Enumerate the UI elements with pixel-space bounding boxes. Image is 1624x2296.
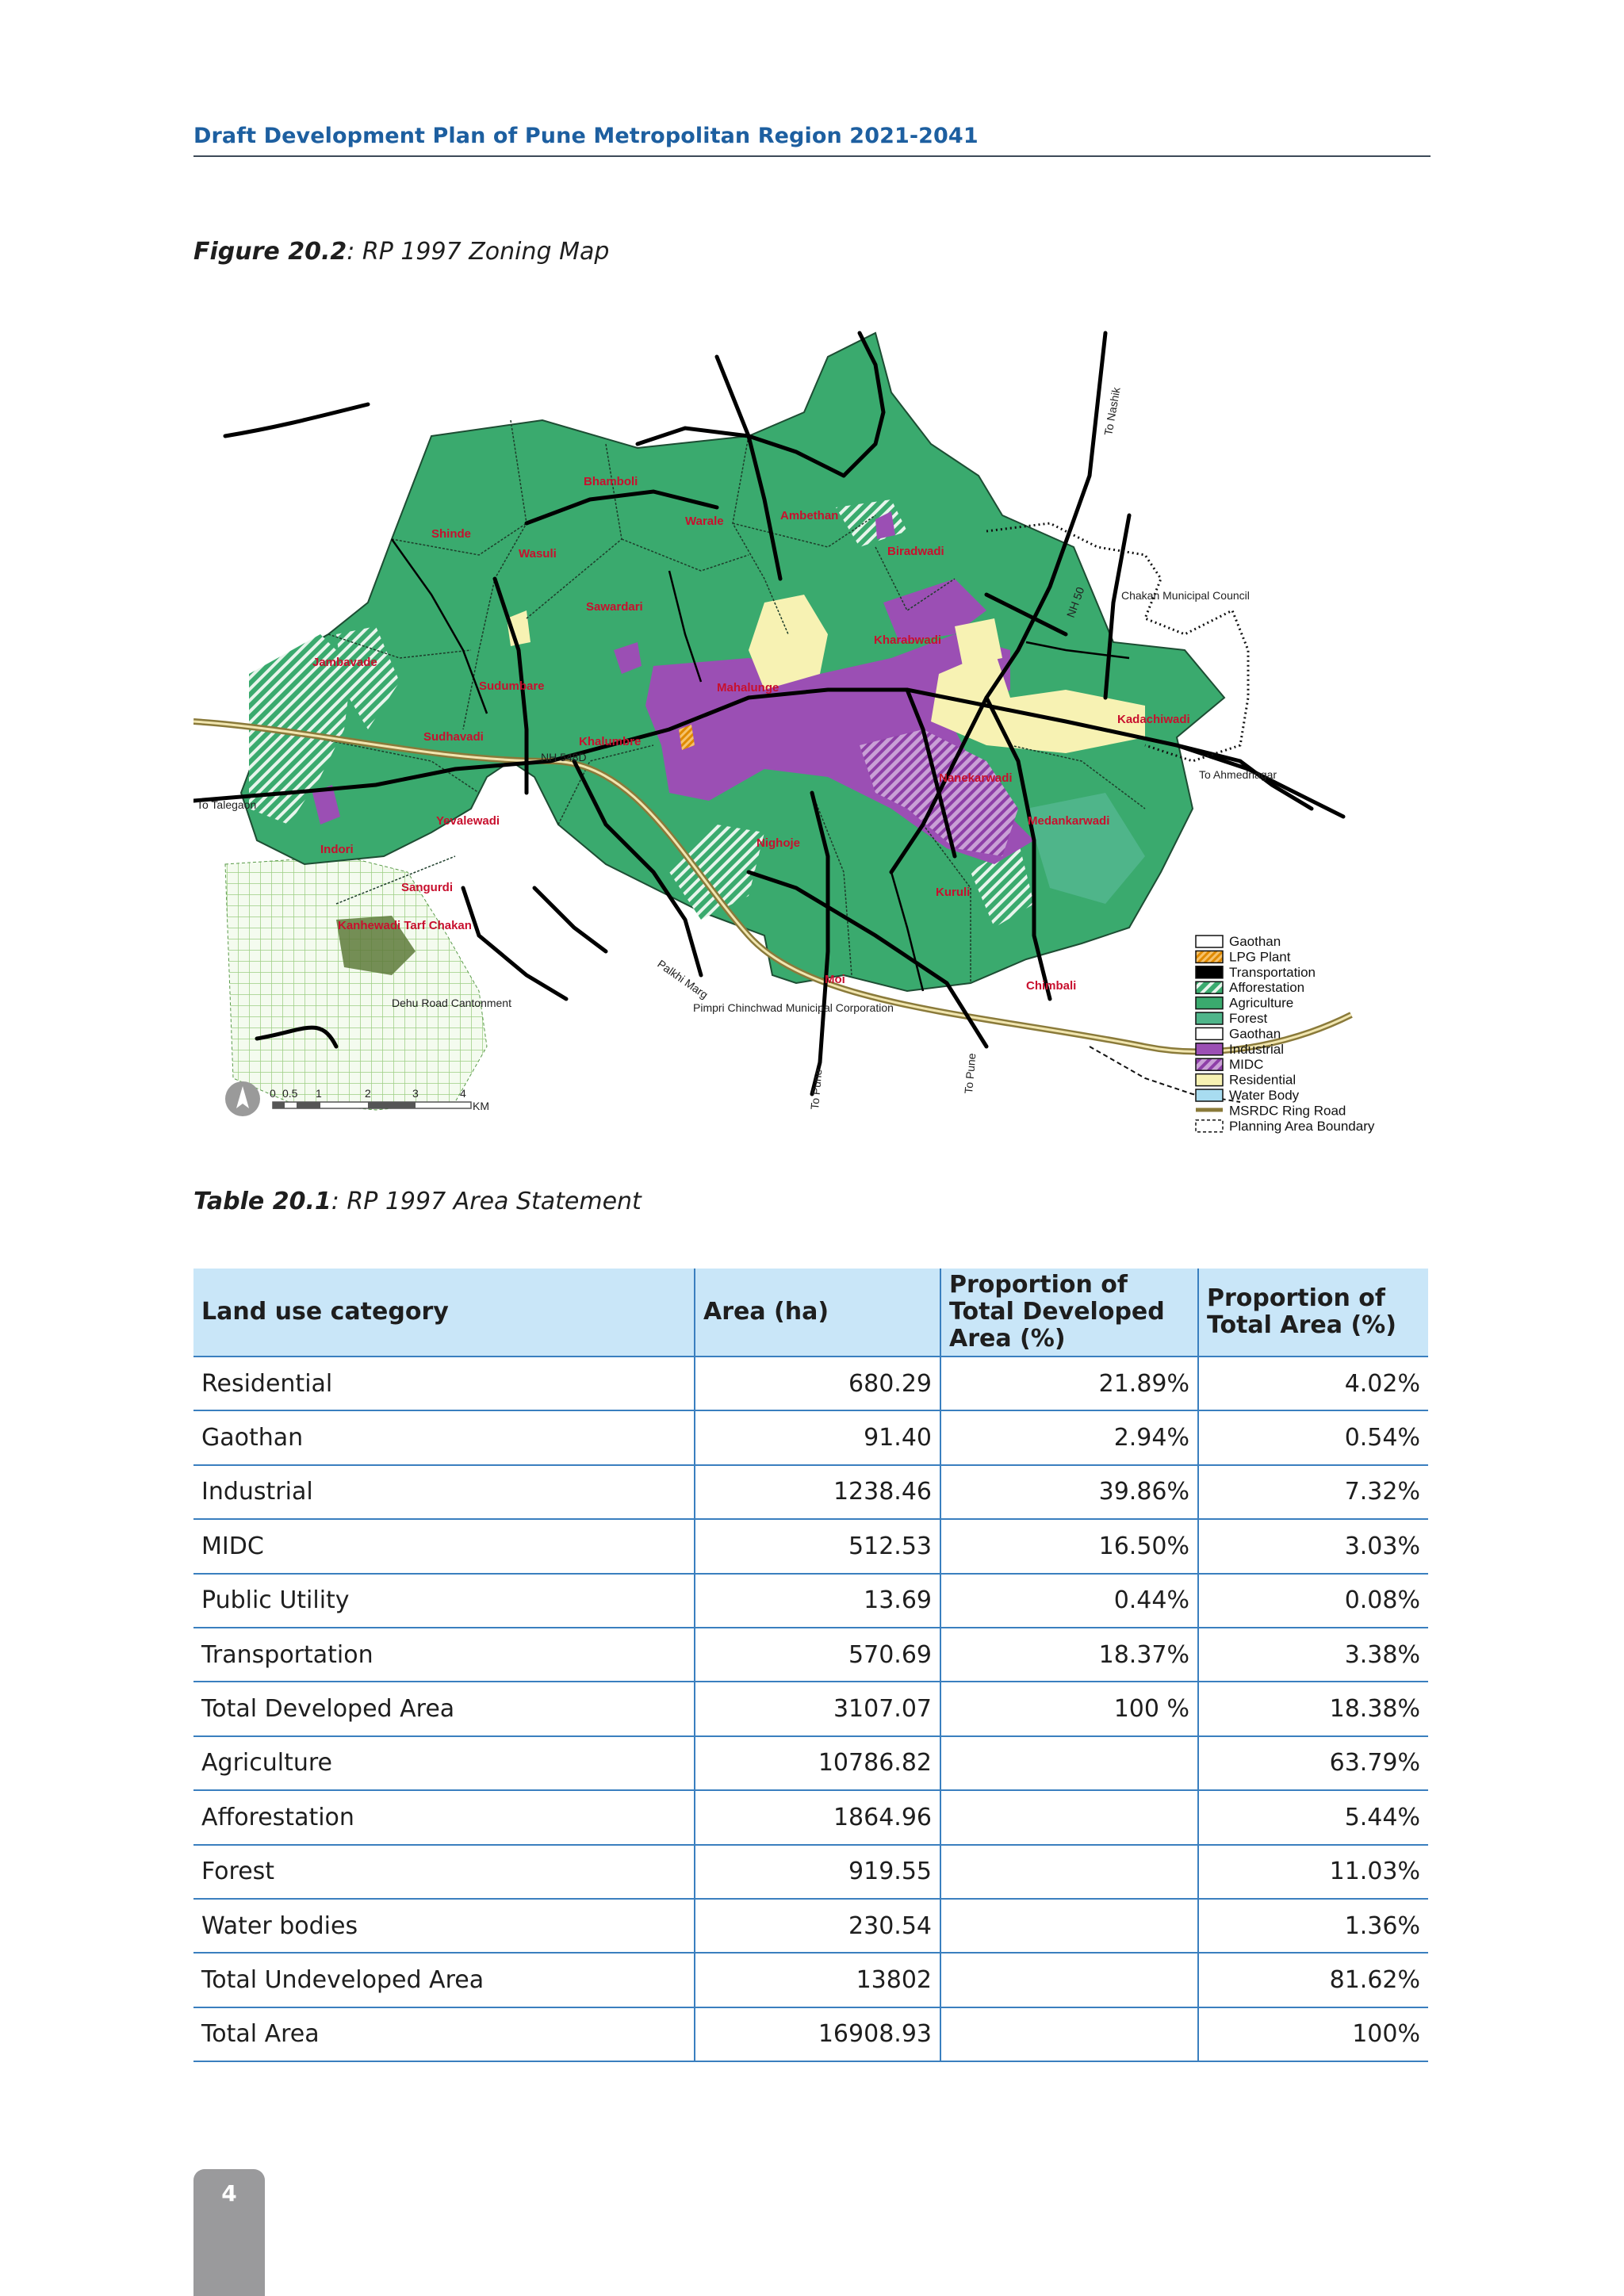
legend-item: [1196, 965, 1316, 980]
cell-land-use: Public Utility: [193, 1574, 695, 1628]
cell-area: 16908.93: [695, 2007, 940, 2061]
village-label: Chimbali: [1026, 979, 1077, 993]
village-label: Medankarwadi: [1028, 814, 1110, 828]
table-row: [193, 1682, 1428, 1735]
cell-land-use: Agriculture: [193, 1736, 695, 1790]
area-statement-table: [193, 1269, 1428, 2062]
cell-land-use: Total Undeveloped Area: [193, 1953, 695, 2007]
cell-prop-developed: 18.37%: [940, 1628, 1198, 1682]
cell-land-use: Gaothan: [193, 1410, 695, 1464]
to-pune-note-1: To Pune: [808, 1068, 825, 1111]
column-header-area: Area (ha): [695, 1269, 940, 1357]
legend-swatch: [1196, 1108, 1223, 1112]
palkhi-marg-note: Palkhi Marg: [655, 957, 711, 1001]
village-label: Jambavade: [312, 656, 377, 669]
legend-swatch: [1196, 997, 1223, 1009]
legend-item: [1196, 1119, 1375, 1134]
cell-prop-developed: [940, 1899, 1198, 1953]
header-divider: [193, 155, 1431, 157]
cantonment-area: [225, 856, 487, 1110]
legend-swatch: [1196, 936, 1223, 947]
table-row: [193, 1519, 1428, 1573]
legend-swatch: [1196, 1043, 1223, 1055]
to-nashik-note: To Nashik: [1101, 386, 1123, 437]
legend-item: [1196, 949, 1291, 964]
village-label: Sudhavadi: [423, 730, 484, 744]
legend-swatch: [1196, 1089, 1223, 1101]
figure-number: Figure 20.2: [193, 238, 347, 266]
legend-label: Industrial: [1229, 1041, 1284, 1057]
village-label: Khalumbre: [579, 735, 642, 748]
table-number: Table 20.1: [193, 1188, 331, 1215]
to-ahmednagar-note: To Ahmednagar: [1199, 768, 1277, 781]
table-row: [193, 1845, 1428, 1899]
nh548d-note: NH 548D: [541, 751, 587, 763]
legend-swatch: [1196, 1058, 1223, 1070]
cell-prop-developed: 100 %: [940, 1682, 1198, 1735]
village-label: Bhamboli: [584, 475, 638, 488]
legend-label: MIDC: [1229, 1057, 1264, 1073]
cell-prop-developed: 2.94%: [940, 1410, 1198, 1464]
legend-swatch: [1196, 966, 1223, 978]
table-row: [193, 1574, 1428, 1628]
cell-prop-developed: 39.86%: [940, 1465, 1198, 1519]
table-row: [193, 1899, 1428, 1953]
table-title: : RP 1997 Area Statement: [331, 1188, 642, 1215]
page-number: 4: [221, 2180, 237, 2206]
cell-area: 10786.82: [695, 1736, 940, 1790]
table-caption: [193, 1188, 642, 1215]
table-row: [193, 1953, 1428, 2007]
cell-area: 570.69: [695, 1628, 940, 1682]
to-pune-note-2: To Pune: [962, 1052, 979, 1095]
village-label: Warale: [685, 515, 724, 528]
cell-area: 230.54: [695, 1899, 940, 1953]
legend-item: [1196, 996, 1293, 1011]
cell-prop-developed: 0.44%: [940, 1574, 1198, 1628]
table-row: [193, 1628, 1428, 1682]
cell-land-use: Total Developed Area: [193, 1682, 695, 1735]
cell-prop-total: 63.79%: [1198, 1736, 1428, 1790]
cell-prop-total: 4.02%: [1198, 1357, 1428, 1410]
table-row: [193, 1790, 1428, 1844]
legend-swatch: [1196, 982, 1223, 993]
legend-label: Forest: [1229, 1011, 1268, 1026]
figure-caption: [193, 238, 609, 266]
cell-area: 3107.07: [695, 1682, 940, 1735]
village-label: Wasuli: [519, 547, 557, 561]
cell-prop-developed: [940, 2007, 1198, 2061]
cell-prop-total: 5.44%: [1198, 1790, 1428, 1844]
column-header-prop-developed: Proportion of Total Developed Area (%): [940, 1269, 1198, 1357]
village-label: Kuruli: [936, 886, 971, 899]
legend-label: Agriculture: [1229, 995, 1294, 1011]
cell-prop-developed: 16.50%: [940, 1519, 1198, 1573]
table-header-row: [193, 1269, 1428, 1357]
cell-prop-developed: [940, 1790, 1198, 1844]
cell-land-use: Afforestation: [193, 1790, 695, 1844]
legend-label: Gaothan: [1229, 934, 1281, 949]
legend-item: [1196, 1088, 1300, 1103]
legend-label: Water Body: [1229, 1088, 1300, 1103]
legend-label: Gaothan: [1229, 1026, 1281, 1042]
cell-prop-developed: [940, 1736, 1198, 1790]
legend-label: MSRDC Ring Road: [1229, 1103, 1346, 1119]
scale-tick-label: 3: [412, 1087, 419, 1100]
cell-land-use: Total Area: [193, 2007, 695, 2061]
cell-land-use: Water bodies: [193, 1899, 695, 1953]
to-talegaon-note: To Talegaon: [197, 798, 257, 811]
scale-tick-label: 1: [316, 1087, 322, 1100]
scale-tick-label: 2: [365, 1087, 371, 1100]
legend-item: [1196, 980, 1304, 995]
village-label: Indori: [320, 843, 354, 856]
legend-item: [1196, 1042, 1284, 1057]
table-row: [193, 2007, 1428, 2061]
legend-swatch: [1196, 1074, 1223, 1086]
nh50-note: NH 50: [1063, 585, 1087, 620]
table-row: [193, 1357, 1428, 1410]
table-row: [193, 1465, 1428, 1519]
village-label: Biradwadi: [887, 545, 944, 558]
cell-land-use: Forest: [193, 1845, 695, 1899]
legend-item: [1196, 1057, 1263, 1072]
scale-tick-label: 0: [270, 1087, 276, 1100]
cell-area: 512.53: [695, 1519, 940, 1573]
scale-unit-label: KM: [473, 1100, 489, 1112]
legend-label: Transportation: [1229, 964, 1316, 980]
cell-area: 13.69: [695, 1574, 940, 1628]
page-number-tab: [193, 2169, 265, 2296]
residential-zone-3: [955, 618, 1002, 666]
cell-prop-developed: [940, 1953, 1198, 2007]
cell-area: 13802: [695, 1953, 940, 2007]
cell-prop-total: 100%: [1198, 2007, 1428, 2061]
village-label: Yevalewadi: [436, 814, 500, 828]
village-label: Moi: [825, 973, 845, 986]
zoning-map-svg: [193, 317, 1411, 1134]
legend-item: [1196, 1103, 1346, 1118]
document-header-title: Draft Development Plan of Pune Metropolitan Region 2021-2041: [193, 124, 979, 148]
cell-prop-total: 18.38%: [1198, 1682, 1428, 1735]
cell-land-use: Residential: [193, 1357, 695, 1410]
legend-label: Planning Area Boundary: [1229, 1118, 1375, 1134]
cell-land-use: MIDC: [193, 1519, 695, 1573]
chakan-council-note: Chakan Municipal Council: [1121, 589, 1250, 602]
dehu-cantonment-note: Dehu Road Cantonment: [392, 997, 511, 1009]
table-body: [193, 1357, 1428, 2061]
legend-label: Residential: [1229, 1072, 1297, 1088]
column-header-land-use: Land use category: [193, 1269, 695, 1357]
cell-prop-total: 0.54%: [1198, 1410, 1428, 1464]
scale-tick-label: 4: [460, 1087, 466, 1100]
village-label: Shinde: [431, 527, 472, 541]
village-label: Nighoje: [756, 836, 800, 850]
zoning-map: [193, 317, 1411, 1134]
cell-prop-developed: 21.89%: [940, 1357, 1198, 1410]
cell-prop-total: 3.38%: [1198, 1628, 1428, 1682]
column-header-prop-total: Proportion of Total Area (%): [1198, 1269, 1428, 1357]
table-row: [193, 1736, 1428, 1790]
legend-item: [1196, 1011, 1267, 1026]
village-label: Sawardari: [586, 600, 643, 614]
scale-tick-label: 0.5: [282, 1087, 298, 1100]
legend-swatch: [1196, 1012, 1223, 1024]
cell-prop-total: 0.08%: [1198, 1574, 1428, 1628]
legend-item: [1196, 1073, 1296, 1088]
legend-item: [1196, 934, 1281, 949]
cell-prop-total: 11.03%: [1198, 1845, 1428, 1899]
village-label: Sangurdi: [401, 881, 454, 894]
legend-item: [1196, 1026, 1281, 1041]
village-label: Kharabwadi: [874, 633, 942, 647]
map-legend: [1196, 934, 1375, 1134]
cell-prop-developed: [940, 1845, 1198, 1899]
cell-prop-total: 1.36%: [1198, 1899, 1428, 1953]
cell-prop-total: 3.03%: [1198, 1519, 1428, 1573]
cell-land-use: Transportation: [193, 1628, 695, 1682]
cell-area: 919.55: [695, 1845, 940, 1899]
village-label: Mahalunge: [717, 681, 779, 695]
cell-area: 91.40: [695, 1410, 940, 1464]
legend-label: LPG Plant: [1229, 949, 1291, 965]
table-row: [193, 1410, 1428, 1464]
cell-area: 1864.96: [695, 1790, 940, 1844]
cell-prop-total: 7.32%: [1198, 1465, 1428, 1519]
village-label: Kanhewadi Tarf Chakan: [338, 919, 472, 932]
village-label: Kadachiwadi: [1117, 713, 1190, 726]
village-label: Nanekarwadi: [939, 771, 1013, 785]
legend-swatch: [1196, 951, 1223, 962]
cell-land-use: Industrial: [193, 1465, 695, 1519]
figure-title: : RP 1997 Zoning Map: [347, 238, 610, 266]
cell-area: 1238.46: [695, 1465, 940, 1519]
cell-area: 680.29: [695, 1357, 940, 1410]
village-label: Ambethan: [780, 509, 839, 522]
legend-label: Afforestation: [1229, 980, 1305, 996]
village-label: Sudumbare: [479, 679, 545, 693]
legend-swatch: [1196, 1027, 1223, 1039]
legend-swatch: [1196, 1120, 1223, 1132]
cell-prop-total: 81.62%: [1198, 1953, 1428, 2007]
pcmc-note: Pimpri Chinchwad Municipal Corporation: [693, 1001, 894, 1014]
